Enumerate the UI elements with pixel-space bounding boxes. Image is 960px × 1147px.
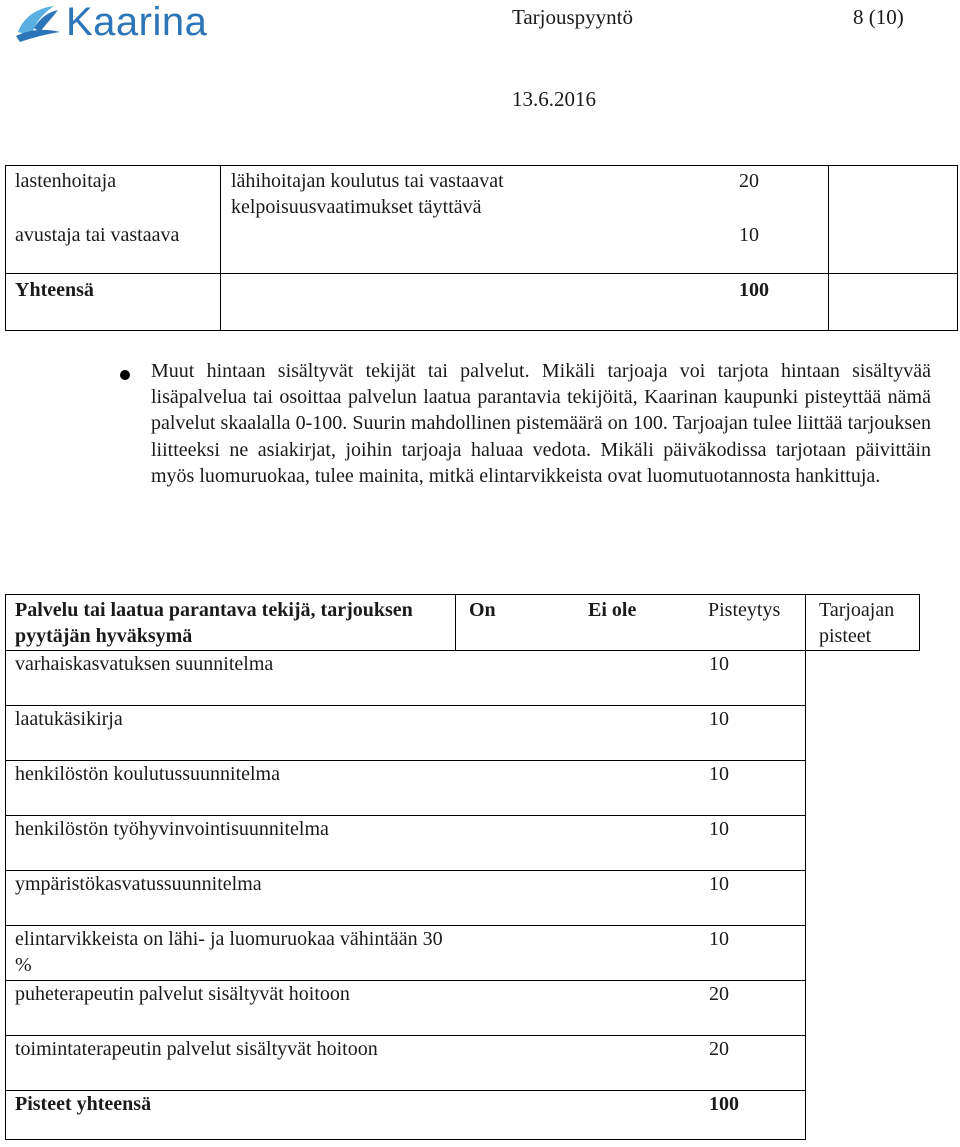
role-lastenhoitaja: lastenhoitaja bbox=[15, 170, 117, 192]
page-number: 8 (10) bbox=[853, 5, 904, 29]
total-points: 100 bbox=[709, 1093, 739, 1115]
header-tarjoajan-pisteet: Tarjoajan pisteet bbox=[819, 599, 895, 647]
requirement-text: lähihoitajan koulutus tai vastaavat kelpoisuusvaatimukset täyttävä bbox=[231, 170, 504, 218]
table-row-label: puheterapeutin palvelut sisältyvät hoitoon bbox=[15, 983, 350, 1005]
table-border bbox=[5, 165, 958, 166]
table-row-points: 20 bbox=[709, 1038, 729, 1060]
total-label: Yhteensä bbox=[15, 279, 94, 301]
table-border bbox=[5, 705, 805, 706]
table-border bbox=[5, 1139, 805, 1140]
kaarina-logo bbox=[14, 2, 214, 44]
document-title: Tarjouspyyntö bbox=[512, 5, 634, 29]
table-border bbox=[5, 330, 958, 331]
table-border bbox=[828, 165, 829, 331]
header-pisteytys: Pisteytys bbox=[708, 599, 781, 621]
table-border bbox=[455, 594, 456, 651]
table-row-points: 10 bbox=[709, 928, 729, 950]
table-row-label: laatukäsikirja bbox=[15, 708, 123, 730]
points-cell: 10 bbox=[739, 224, 759, 246]
table-row-label: toimintaterapeutin palvelut sisältyvät hoitoon bbox=[15, 1038, 378, 1060]
table-border bbox=[5, 273, 958, 274]
total-label: Pisteet yhteensä bbox=[15, 1093, 152, 1115]
table-border bbox=[919, 594, 920, 651]
table-row-points: 20 bbox=[709, 983, 729, 1005]
table-row-label: varhaiskasvatuksen suunnitelma bbox=[15, 653, 274, 675]
table-row-label: henkilöstön työhyvinvointisuunnitelma bbox=[15, 818, 329, 840]
table-border bbox=[5, 165, 6, 331]
table-row-points: 10 bbox=[709, 763, 729, 785]
table-row-label: henkilöstön koulutussuunnitelma bbox=[15, 763, 280, 785]
header-service: Palvelu tai laatua parantava tekijä, tarjouksen pyytäjän hyväksymä bbox=[15, 599, 413, 647]
table-row-points: 10 bbox=[709, 818, 729, 840]
logo-text: Kaarina bbox=[66, 0, 208, 44]
other-services-paragraph: Muut hintaan sisältyvät tekijät tai palvelut. Mikäli tarjoaja voi tarjota hintaan sisältyvää lisäpalvelua tai osoittaa palvelun laatua parantavia tekijöitä, Kaarinan kaupunki pisteyttää nämä palvelut skaalalla 0-100. Suurin mahdollinen pistemäärä on 100. Tarjoajan tulee liittää tarjouksen liitteeksi ne asiakirjat, joihin tarjoaja haluaa vedota. Mikäli päiväkodissa tarjotaan päivittäin myös luomuruokaa, tulee mainita, mitkä elintarvikkeista ovat luomutuotannosta hankittuja. bbox=[151, 360, 931, 487]
role-avustaja: avustaja tai vastaava bbox=[15, 224, 180, 246]
table-row-label: elintarvikkeista on lähi- ja luomuruokaa vähintään 30 % bbox=[15, 928, 443, 976]
wave-logo-icon bbox=[14, 2, 64, 44]
table-border bbox=[805, 594, 806, 1140]
points-cell: 20 bbox=[739, 170, 759, 192]
table-row-points: 10 bbox=[709, 708, 729, 730]
total-points: 100 bbox=[739, 279, 769, 301]
table-border bbox=[957, 165, 958, 331]
header-on: On bbox=[469, 599, 496, 621]
table-border bbox=[5, 594, 920, 595]
table-row-label: ympäristökasvatussuunnitelma bbox=[15, 873, 262, 895]
document-date: 13.6.2016 bbox=[512, 87, 596, 111]
table-border bbox=[5, 594, 6, 1140]
quality-factors-table bbox=[5, 594, 958, 1140]
table-border bbox=[220, 165, 221, 331]
table-row-points: 10 bbox=[709, 873, 729, 895]
table-row-points: 10 bbox=[709, 653, 729, 675]
bullet-icon bbox=[120, 370, 130, 380]
header-ei-ole: Ei ole bbox=[588, 599, 637, 621]
staff-points-table bbox=[5, 165, 958, 331]
